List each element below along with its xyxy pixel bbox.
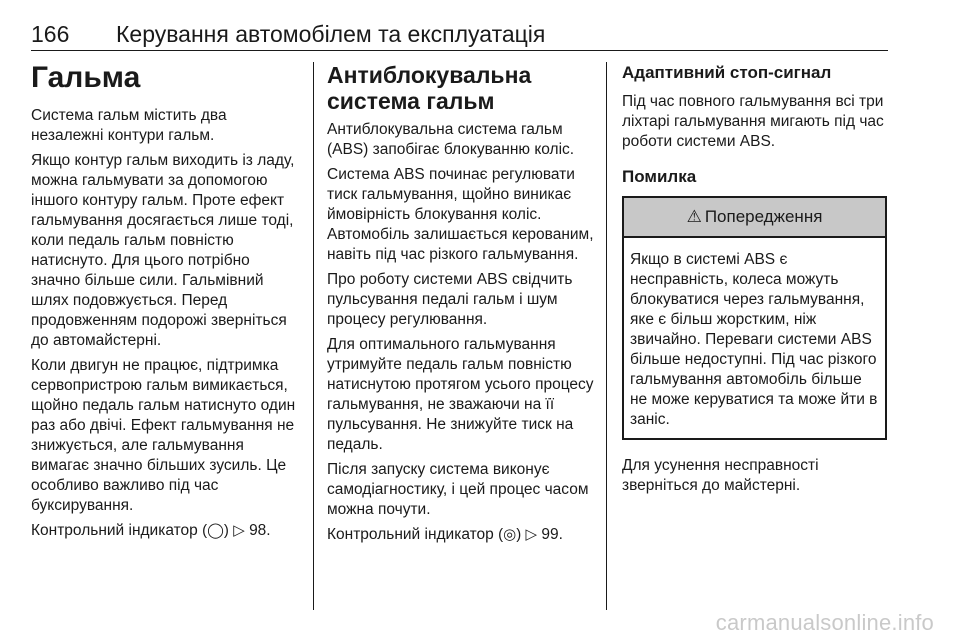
- warning-box: [622, 196, 887, 440]
- column-adaptive-brake-light: [622, 62, 887, 501]
- page-ref-arrow-icon: ▷: [525, 526, 538, 543]
- paragraph: Після запуску система виконує самодіагностику, і цей процес часом можна почути.: [327, 461, 589, 518]
- indicator-page-link[interactable]: 99.: [541, 526, 563, 543]
- paragraph: Під час повного гальмування всі три ліхтарі гальмування мигають під час роботи системи ABS.: [622, 93, 884, 150]
- page-ref-arrow-icon: ▷: [233, 522, 245, 539]
- abs-indicator-icon: (◎): [498, 526, 522, 543]
- heading-brakes: Гальма: [31, 61, 141, 94]
- paragraph: Для усунення несправності зверніться до майстерні.: [622, 457, 819, 494]
- paragraph: Система ABS починає регулювати тиск гальмування, щойно виникає ймовірність блокування коліс. Автомобіль залишається керованим, навіть під час різкого гальмування.: [327, 166, 594, 263]
- page-number: 166: [31, 21, 70, 47]
- column-abs: [327, 62, 595, 550]
- heading-abs: Антиблокувальна система гальм: [327, 62, 532, 114]
- warning-text: Якщо в системі ABS є несправність, колеса можуть блокуватися через гальмування, яке є більш жорстким, ніж звичайно. Переваги системи ABS більше недоступні. Під час різкого гальмування автомобіль більше не може керуватися та може йти в заніс.: [630, 251, 878, 428]
- indicator-reference: [31, 521, 299, 541]
- heading-adaptive-brake-light: Адаптивний стоп-сигнал: [622, 63, 832, 82]
- warning-title: Попередження: [704, 207, 823, 226]
- indicator-page-link[interactable]: 98.: [249, 522, 271, 539]
- column-divider-1: [313, 62, 314, 610]
- paragraph: Антиблокувальна система гальм (ABS) запобігає блокуванню коліс.: [327, 121, 575, 158]
- warning-header: [624, 198, 885, 238]
- paragraph: Про роботу системи ABS свідчить пульсування педалі гальм і шум процесу регулювання.: [327, 271, 573, 328]
- section-title: Керування автомобілем та експлуатація: [116, 21, 546, 47]
- brake-warning-icon: (◯): [202, 522, 229, 539]
- page-header: [31, 20, 888, 51]
- watermark: carmanualsonline.info: [715, 610, 934, 635]
- indicator-label: Контрольний індикатор: [327, 526, 494, 543]
- column-divider-2: [606, 62, 607, 610]
- warning-triangle-icon: ⚠: [686, 207, 702, 226]
- column-brakes: [31, 62, 299, 546]
- indicator-reference: [327, 525, 595, 545]
- paragraph: Якщо контур гальм виходить із ладу, можна гальмувати за допомогою іншого контуру гальм. Проте ефект гальмування досягається лише тоді, коли педаль гальм повністю натиснуто. Для цього потрібно значно більше сили. Гальмівний шлях подовжується. Перед продовженням подорожі зверніться до автомайстерні.: [31, 152, 295, 349]
- subheading-fault: Помилка: [622, 167, 697, 186]
- paragraph: Для оптимального гальмування утримуйте педаль гальм повністю натиснутою протягом усього процесу гальмування, не зважаючи на її пульсування. Не знижуйте тиск на педаль.: [327, 336, 594, 453]
- warning-body: [624, 238, 885, 438]
- indicator-label: Контрольний індикатор: [31, 522, 198, 539]
- paragraph: Система гальм містить два незалежні контури гальм.: [31, 107, 227, 144]
- paragraph: Коли двигун не працює, підтримка сервопристрою гальм вимикається, щойно педаль гальм натиснуто один раз або двічі. Ефект гальмування не знижується, але гальмування вимагає значно більших зусиль. Це особливо важливо під час буксирування.: [31, 357, 296, 514]
